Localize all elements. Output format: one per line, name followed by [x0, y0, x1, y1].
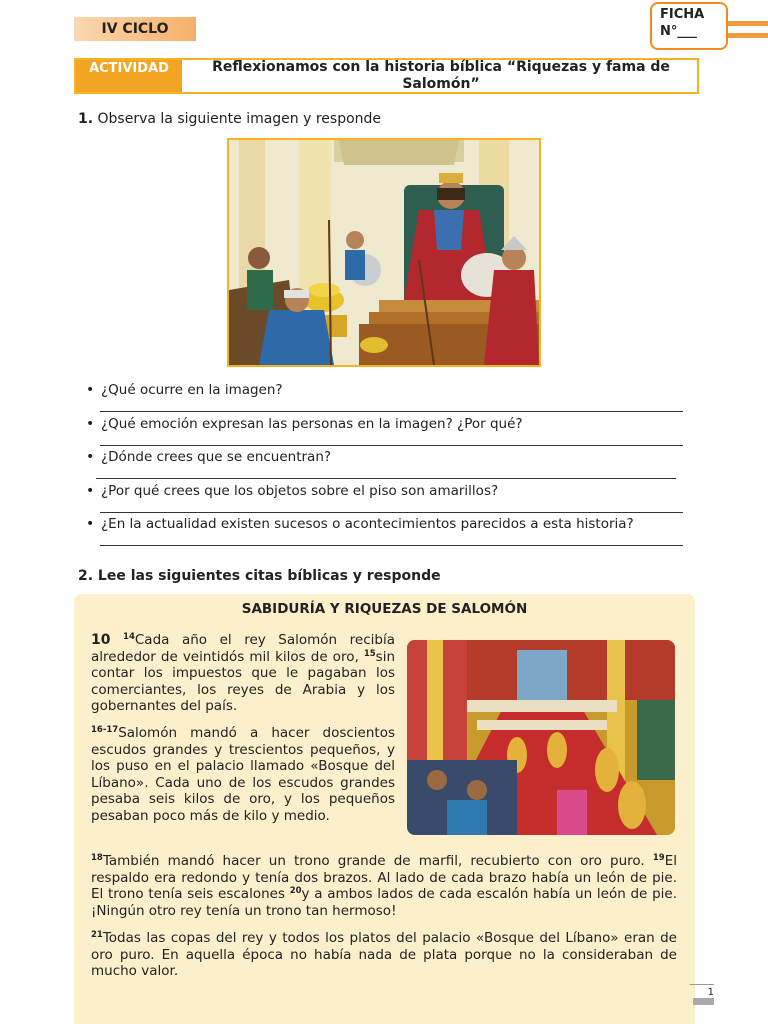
ficha-number: N°___	[660, 24, 697, 39]
verse-18-20	[91, 853, 677, 919]
answer-line[interactable]	[100, 445, 683, 446]
page-number: 1	[690, 984, 714, 998]
section1-number: 1.	[78, 111, 94, 127]
answer-line[interactable]	[100, 411, 683, 412]
bullet-icon: •	[86, 415, 95, 432]
answer-line[interactable]	[100, 512, 683, 513]
list-item	[86, 380, 686, 414]
solomon-throne-illustration	[227, 138, 541, 367]
section1-text: Observa la siguiente imagen y responde	[97, 111, 382, 127]
bullet-icon: •	[86, 382, 95, 398]
verse-text: Salomón mandó a hacer doscientos escudos grandes y trescientos pequeños, y los puso en el palacio llamado «Bosque del Líbano». Cada uno de los escudos grandes pesaba seis kilos de oro, y los pequeños pesaban poco más de kilo y medio.	[91, 725, 395, 824]
reading-title: SABIDURÍA Y RIQUEZAS DE SALOMÓN	[241, 601, 528, 617]
verse-21	[91, 930, 677, 980]
answer-line[interactable]	[96, 478, 676, 479]
answer-line[interactable]	[100, 545, 683, 546]
throne-scene-drawing	[229, 140, 539, 365]
verse-14-15	[91, 632, 395, 715]
bullet-icon: •	[86, 449, 95, 465]
list-item	[86, 414, 686, 448]
verse-number: 19	[652, 853, 665, 863]
question-text: ¿Por qué crees que los objetos sobre el piso son amarillos?	[101, 482, 499, 499]
verse-text: Cada año el rey Salomón recibía alrededor de veintidós mil kilos de oro,	[91, 632, 395, 665]
orange-stripe-bottom	[726, 33, 768, 38]
question-text: ¿Dónde crees que se encuentran?	[101, 449, 332, 465]
section2-heading: 2. Lee las siguientes citas bíblicas y responde	[78, 568, 441, 584]
activity-title: Reflexionamos con la historia bíblica “Riquezas y fama de Salomón”	[212, 59, 670, 92]
verse-text: y a ambos lados de cada escalón había un león de pie. ¡Ningún otro rey tenía un trono tan hermoso!	[91, 886, 677, 919]
question-list	[86, 380, 686, 548]
question-text: ¿Qué emoción expresan las personas en la imagen? ¿Por qué?	[101, 415, 523, 432]
ciclo-badge: IV CICLO	[74, 17, 196, 41]
bullet-icon: •	[86, 482, 95, 499]
verse-number: 21	[91, 930, 103, 940]
question-text: ¿En la actualidad existen sucesos o acontecimientos parecidos a esta historia?	[101, 516, 634, 532]
list-item	[86, 447, 686, 481]
verse-text: Todas las copas del rey y todos los platos del palacio «Bosque del Líbano» eran de oro puro. En aquella época no había nada de plata porque no la consideraban de mucho valor.	[91, 930, 677, 980]
bullet-icon: •	[86, 516, 95, 532]
list-item	[86, 514, 686, 548]
palace-illustration	[407, 640, 675, 835]
section1-heading	[78, 111, 381, 127]
verse-number: 18	[91, 853, 103, 863]
activity-label: ACTIVIDAD	[76, 60, 182, 92]
verse-number: 14	[123, 632, 135, 642]
ficha-label: FICHA	[660, 7, 705, 22]
list-item	[86, 481, 686, 515]
verse-16-17	[91, 725, 395, 825]
verse-text: El respaldo era redondo y tenía dos brazos. Al lado de cada brazo había un león de pie. El trono tenía seis escalones	[91, 853, 677, 903]
question-text: ¿Qué ocurre en la imagen?	[101, 382, 283, 398]
ficha-number-box	[650, 2, 728, 50]
verse-number: 16-17	[91, 725, 119, 735]
palace-scene-drawing	[407, 640, 675, 835]
chapter-number: 10	[91, 632, 111, 648]
orange-stripe-top	[726, 21, 768, 26]
verse-text: sin contar los impuestos que le pagaban los comerciantes, los reyes de Arabia y los gobernantes del país.	[91, 648, 396, 715]
verse-text: También mandó hacer un trono grande de marfil, recubierto con oro puro.	[102, 853, 645, 869]
verse-number: 15	[363, 648, 376, 659]
verse-number: 20	[289, 886, 302, 897]
page-bar	[693, 998, 714, 1005]
